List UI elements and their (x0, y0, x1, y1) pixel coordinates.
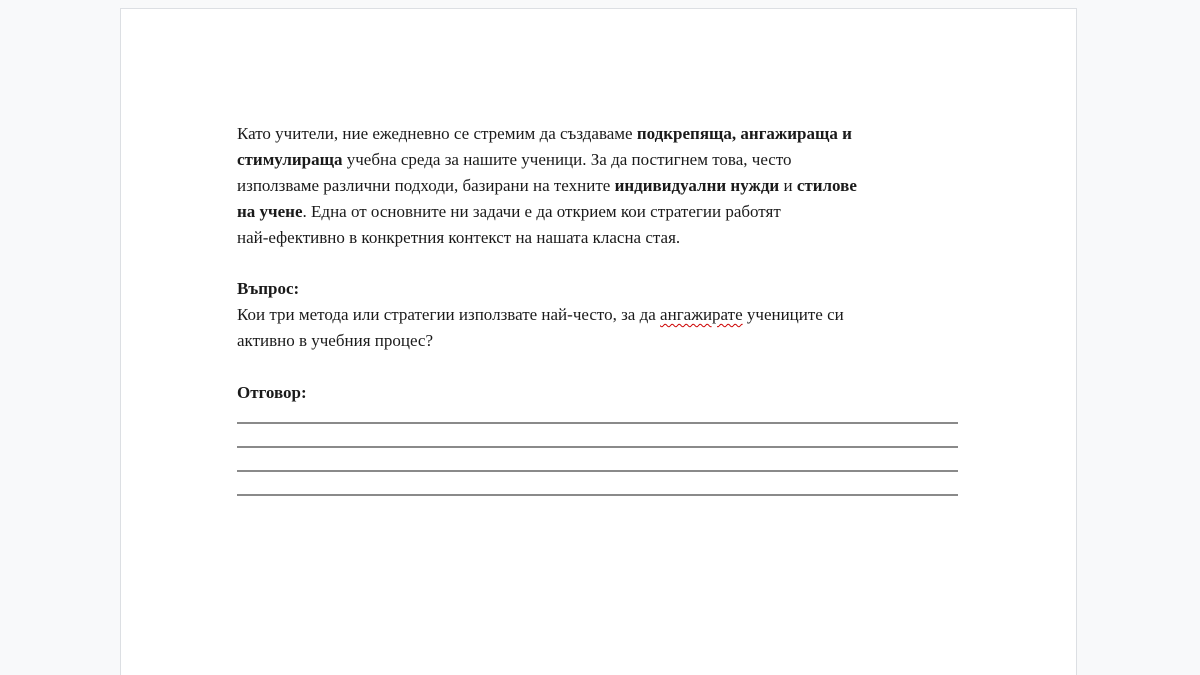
misspelled-word: ангажирате (660, 305, 743, 324)
text-line (237, 147, 958, 173)
text-run: Кои три метода или стратегии използвате най-често, за да (237, 305, 661, 324)
answer-heading: Отговор: (237, 383, 307, 402)
answer-write-line[interactable] (237, 448, 958, 472)
text-line (237, 302, 958, 328)
text-run: учениците си (742, 305, 844, 324)
text-run: активно в учебния процес? (237, 331, 434, 350)
text-line (237, 173, 958, 199)
answer-write-line[interactable] (237, 406, 958, 424)
answer-blank-lines (237, 406, 958, 496)
question-text (237, 302, 958, 354)
answer-write-line[interactable] (237, 472, 958, 496)
text-run: и (779, 176, 797, 195)
text-run: индивидуални нужди (614, 176, 780, 195)
text-run: подкрепяща, ангажираща и (636, 124, 852, 143)
text-run: . Една от основните ни задачи е да открием кои стратегии работят (302, 202, 781, 221)
text-run: най-ефективно в конкретния контекст на нашата класна стая. (237, 228, 681, 247)
text-run: стилове (796, 176, 857, 195)
text-line (237, 328, 958, 354)
text-run: учебна среда за нашите ученици. За да постигнем това, често (342, 150, 792, 169)
question-heading: Въпрос: (237, 279, 300, 298)
text-run: стимулираща (237, 150, 343, 169)
document-content (121, 9, 1076, 496)
text-line (237, 121, 958, 147)
text-run: на учене (237, 202, 303, 221)
answer-write-line[interactable] (237, 424, 958, 448)
intro-paragraph (237, 121, 958, 251)
text-line (237, 225, 958, 251)
document-page[interactable] (120, 8, 1077, 675)
text-run: Като учители, ние ежедневно се стремим да създаваме (237, 124, 637, 143)
text-line (237, 199, 958, 225)
text-run: използваме различни подходи, базирани на техните (237, 176, 615, 195)
